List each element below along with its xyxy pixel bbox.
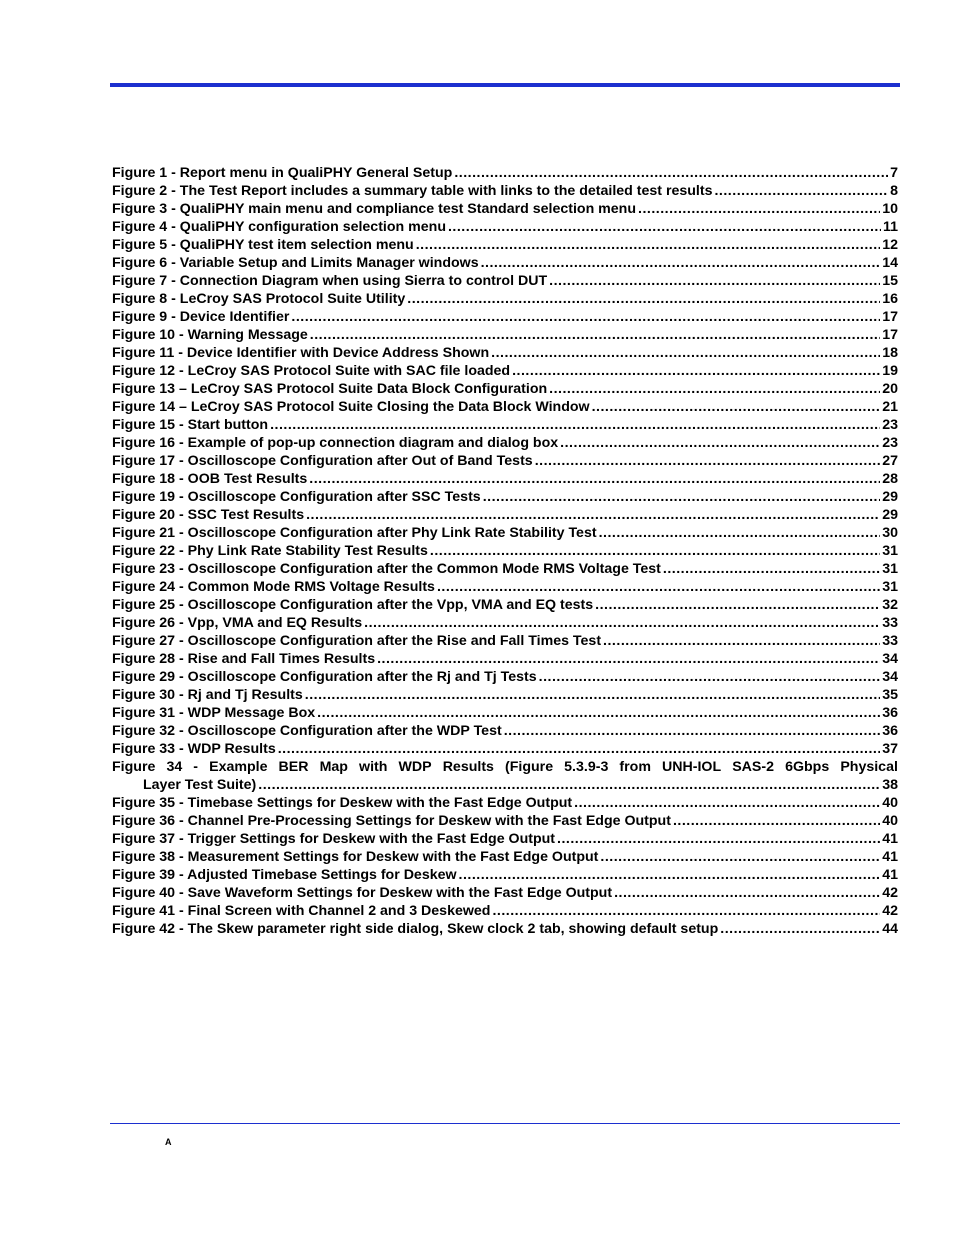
toc-entry-page: 35: [882, 687, 898, 703]
toc-entry-page: 31: [882, 561, 898, 577]
dot-leader: [599, 524, 881, 542]
dot-leader: [549, 380, 880, 398]
toc-entry[interactable]: [112, 416, 898, 434]
toc-entry-page: 17: [882, 309, 898, 325]
toc-entry-page: 40: [882, 795, 898, 811]
dot-leader: [560, 434, 880, 452]
toc-entry-figure-34[interactable]: [112, 758, 898, 794]
dot-leader: [512, 362, 880, 380]
dot-leader: [407, 290, 880, 308]
toc-entry-label: Figure 27 - Oscilloscope Configuration after the Rise and Fall Times Test: [112, 633, 602, 649]
toc-entry-page: 16: [882, 291, 898, 307]
toc-entry-label: Figure 7 - Connection Diagram when using Sierra to control DUT: [112, 273, 548, 289]
toc-entry[interactable]: [112, 794, 898, 812]
toc-entry-label: Figure 24 - Common Mode RMS Voltage Results: [112, 579, 435, 595]
toc-entry-word: SAS-2: [732, 759, 775, 775]
toc-entry-label: Figure 29 - Oscilloscope Configuration after the Rj and Tj Tests: [112, 669, 537, 685]
toc-entry[interactable]: [112, 920, 898, 938]
toc-entry-page: 42: [882, 903, 898, 919]
toc-entry-page: 8: [890, 183, 898, 199]
dot-leader: [673, 812, 880, 830]
toc-entry-word: (Figure: [505, 759, 554, 775]
toc-entry-label: Figure 5 - QualiPHY test item selection menu: [112, 237, 414, 253]
dot-leader: [539, 668, 881, 686]
toc-entry-word: with: [359, 759, 388, 775]
dot-leader: [310, 326, 880, 344]
dot-leader: [309, 470, 880, 488]
dot-leader: [317, 704, 880, 722]
toc-entry-label: Figure 19 - Oscilloscope Configuration after SSC Tests: [112, 489, 481, 505]
toc-entry-label: Figure 10 - Warning Message: [112, 327, 308, 343]
toc-entry[interactable]: [112, 506, 898, 524]
dot-leader: [714, 182, 888, 200]
toc-entry[interactable]: [112, 362, 898, 380]
dot-leader: [614, 884, 880, 902]
dot-leader: [306, 506, 880, 524]
toc-entry[interactable]: [112, 902, 898, 920]
dot-leader: [549, 272, 880, 290]
toc-entry[interactable]: [112, 290, 898, 308]
toc-entry-label: Figure 36 - Channel Pre-Processing Settings for Deskew with the Fast Edge Output: [112, 813, 671, 829]
dot-leader: [258, 776, 880, 794]
toc-entry-page: 33: [882, 633, 898, 649]
toc-entry-page: 30: [882, 525, 898, 541]
toc-entry-label: Figure 4 - QualiPHY configuration selection menu: [112, 219, 446, 235]
toc-entry-label: Figure 17 - Oscilloscope Configuration after Out of Band Tests: [112, 453, 533, 469]
toc-entry[interactable]: [112, 326, 898, 344]
toc-entry-label: Figure 20 - SSC Test Results: [112, 507, 305, 523]
toc-entry-page: 41: [882, 849, 898, 865]
toc-entry-page: 17: [882, 327, 898, 343]
toc-entry-label: Figure 31 - WDP Message Box: [112, 705, 316, 721]
dot-leader: [638, 200, 880, 218]
dot-leader: [278, 740, 881, 758]
toc-entry-word: 6Gbps: [785, 759, 830, 775]
toc-entry-page: 38: [882, 777, 898, 793]
toc-entry[interactable]: [112, 470, 898, 488]
toc-entry-word: BER: [278, 759, 309, 775]
toc-entry-page: 28: [882, 471, 898, 487]
toc-entry[interactable]: [112, 740, 898, 758]
toc-entry-label-line1: [112, 758, 898, 776]
toc-entry-word: Example: [209, 759, 268, 775]
dot-leader: [437, 578, 880, 596]
toc-entry-label: Figure 6 - Variable Setup and Limits Manager windows: [112, 255, 479, 271]
toc-entry-word: 34: [166, 759, 183, 775]
dot-leader: [459, 866, 881, 884]
toc-entry-page: 7: [890, 165, 898, 181]
toc-entry-label: Figure 26 - Vpp, VMA and EQ Results: [112, 615, 363, 631]
toc-entry-word: Figure: [112, 759, 156, 775]
toc-entry-page: 23: [882, 435, 898, 451]
toc-entry[interactable]: [112, 434, 898, 452]
toc-entry[interactable]: [112, 236, 898, 254]
toc-entry-label: Figure 11 - Device Identifier with Device Address Shown: [112, 345, 490, 361]
dot-leader: [305, 686, 880, 704]
toc-entry[interactable]: [112, 254, 898, 272]
dot-leader: [364, 614, 880, 632]
toc-entry-page: 41: [882, 867, 898, 883]
toc-entry-word: -: [193, 759, 199, 775]
toc-entry[interactable]: [112, 218, 898, 236]
toc-entry[interactable]: [112, 650, 898, 668]
toc-entry-label: Figure 8 - LeCroy SAS Protocol Suite Utility: [112, 291, 406, 307]
toc-entry[interactable]: [112, 164, 898, 182]
dot-leader: [557, 830, 880, 848]
toc-entry-label: Figure 15 - Start button: [112, 417, 269, 433]
toc-entry-label: Figure 38 - Measurement Settings for Deskew with the Fast Edge Output: [112, 849, 599, 865]
toc-entry-label: Figure 21 - Oscilloscope Configuration after Phy Link Rate Stability Test: [112, 525, 597, 541]
dot-leader: [600, 848, 880, 866]
toc-entry-label: Figure 14 – LeCroy SAS Protocol Suite Closing the Data Block Window: [112, 399, 590, 415]
toc-entry[interactable]: [112, 272, 898, 290]
header-rule: [110, 83, 900, 87]
toc-entry-page: 36: [882, 705, 898, 721]
toc-entry-label-line2: Layer Test Suite): [143, 777, 257, 793]
toc-entry-label: Figure 13 – LeCroy SAS Protocol Suite Data Block Configuration: [112, 381, 548, 397]
figure-entries: [112, 794, 898, 938]
toc-entry[interactable]: [112, 686, 898, 704]
toc-entry-page: 20: [882, 381, 898, 397]
dot-leader: [491, 344, 880, 362]
figure-entries: [112, 164, 898, 758]
toc-entry-label: Figure 2 - The Test Report includes a summary table with links to the detailed test results: [112, 183, 713, 199]
toc-entry[interactable]: [112, 722, 898, 740]
toc-entry-label: Figure 37 - Trigger Settings for Deskew with the Fast Edge Output: [112, 831, 556, 847]
toc-entry-page: 40: [882, 813, 898, 829]
toc-entry-word: Results: [442, 759, 494, 775]
toc-entry-label: Figure 35 - Timebase Settings for Deskew with the Fast Edge Output: [112, 795, 573, 811]
toc-entry[interactable]: [112, 812, 898, 830]
toc-entry[interactable]: [112, 200, 898, 218]
toc-entry-label: Figure 25 - Oscilloscope Configuration after the Vpp, VMA and EQ tests: [112, 597, 594, 613]
toc-entry-page: 42: [882, 885, 898, 901]
toc-entry-label: Figure 40 - Save Waveform Settings for Deskew with the Fast Edge Output: [112, 885, 613, 901]
toc-entry-page: 44: [882, 921, 898, 937]
toc-entry[interactable]: [112, 542, 898, 560]
toc-entry-page: 23: [882, 417, 898, 433]
toc-entry-label: Figure 23 - Oscilloscope Configuration after the Common Mode RMS Voltage Test: [112, 561, 661, 577]
toc-entry-label-line2-row: [112, 776, 898, 794]
toc-entry[interactable]: [112, 632, 898, 650]
toc-entry-page: 18: [882, 345, 898, 361]
toc-entry-word: Physical: [840, 759, 898, 775]
toc-entry-label: Figure 33 - WDP Results: [112, 741, 276, 757]
toc-entry-page: 34: [882, 651, 898, 667]
toc-entry-page: 31: [882, 543, 898, 559]
toc-entry-page: 11: [883, 219, 898, 235]
dot-leader: [481, 254, 881, 272]
dot-leader: [592, 398, 881, 416]
toc-entry-page: 10: [882, 201, 898, 217]
toc-entry[interactable]: [112, 524, 898, 542]
toc-entry[interactable]: [112, 830, 898, 848]
toc-entry-page: 19: [882, 363, 898, 379]
toc-entry-label: Figure 9 - Device Identifier: [112, 309, 290, 325]
toc-entry[interactable]: [112, 884, 898, 902]
toc-entry-page: 34: [882, 669, 898, 685]
toc-entry-label: Figure 16 - Example of pop-up connection diagram and dialog box: [112, 435, 559, 451]
toc-entry-label: Figure 28 - Rise and Fall Times Results: [112, 651, 376, 667]
toc-entry-label: Figure 30 - Rj and Tj Results: [112, 687, 303, 703]
toc-entry-label: Figure 39 - Adjusted Timebase Settings for Deskew: [112, 867, 457, 883]
toc-entry[interactable]: [112, 596, 898, 614]
toc-entry-page: 36: [882, 723, 898, 739]
dot-leader: [270, 416, 880, 434]
toc-entry-label: Figure 12 - LeCroy SAS Protocol Suite with SAC file loaded: [112, 363, 511, 379]
toc-entry-page: 14: [882, 255, 898, 271]
toc-entry[interactable]: [112, 866, 898, 884]
toc-entry[interactable]: [112, 452, 898, 470]
toc-entry-word: 5.3.9-3: [564, 759, 609, 775]
toc-entry[interactable]: [112, 380, 898, 398]
toc-entry-page: 12: [882, 237, 898, 253]
toc-entry-page: 37: [882, 741, 898, 757]
toc-entry-page: 32: [882, 597, 898, 613]
toc-entry-label: Figure 1 - Report menu in QualiPHY General Setup: [112, 165, 453, 181]
toc-entry[interactable]: [112, 398, 898, 416]
dot-leader: [574, 794, 880, 812]
toc-entry[interactable]: [112, 668, 898, 686]
toc-entry-page: 21: [882, 399, 898, 415]
toc-entry-word: WDP: [398, 759, 432, 775]
toc-entry-page: 31: [882, 579, 898, 595]
toc-entry-word: from: [619, 759, 651, 775]
dot-leader: [448, 218, 881, 236]
toc-entry[interactable]: [112, 308, 898, 326]
toc-entry[interactable]: [112, 182, 898, 200]
dot-leader: [603, 632, 880, 650]
toc-entry[interactable]: [112, 614, 898, 632]
dot-leader: [430, 542, 880, 560]
toc-entry-page: 29: [882, 507, 898, 523]
dot-leader: [663, 560, 880, 578]
toc-entry[interactable]: [112, 704, 898, 722]
list-of-figures: [112, 164, 898, 938]
toc-entry[interactable]: [112, 488, 898, 506]
dot-leader: [595, 596, 880, 614]
footer-rule: [110, 1123, 900, 1124]
toc-entry-label: Figure 18 - OOB Test Results: [112, 471, 308, 487]
dot-leader: [416, 236, 881, 254]
dot-leader: [454, 164, 888, 182]
footer-mark: A: [165, 1137, 172, 1147]
toc-entry[interactable]: [112, 578, 898, 596]
toc-entry[interactable]: [112, 344, 898, 362]
dot-leader: [291, 308, 880, 326]
dot-leader: [377, 650, 880, 668]
toc-entry-word: UNH-IOL: [662, 759, 722, 775]
dot-leader: [720, 920, 880, 938]
toc-entry-page: 15: [882, 273, 898, 289]
toc-entry-word: Map: [319, 759, 348, 775]
toc-entry-label: Figure 42 - The Skew parameter right side dialog, Skew clock 2 tab, showing default setup: [112, 921, 719, 937]
toc-entry[interactable]: [112, 848, 898, 866]
dot-leader: [535, 452, 881, 470]
toc-entry[interactable]: [112, 560, 898, 578]
toc-entry-label: Figure 3 - QualiPHY main menu and compliance test Standard selection menu: [112, 201, 637, 217]
dot-leader: [483, 488, 881, 506]
toc-entry-page: 27: [882, 453, 898, 469]
dot-leader: [492, 902, 880, 920]
toc-entry-page: 33: [882, 615, 898, 631]
toc-entry-page: 41: [882, 831, 898, 847]
toc-entry-label: Figure 41 - Final Screen with Channel 2 and 3 Deskewed: [112, 903, 491, 919]
toc-entry-page: 29: [882, 489, 898, 505]
toc-entry-label: Figure 32 - Oscilloscope Configuration after the WDP Test: [112, 723, 502, 739]
toc-entry-label: Figure 22 - Phy Link Rate Stability Test Results: [112, 543, 428, 559]
dot-leader: [504, 722, 881, 740]
